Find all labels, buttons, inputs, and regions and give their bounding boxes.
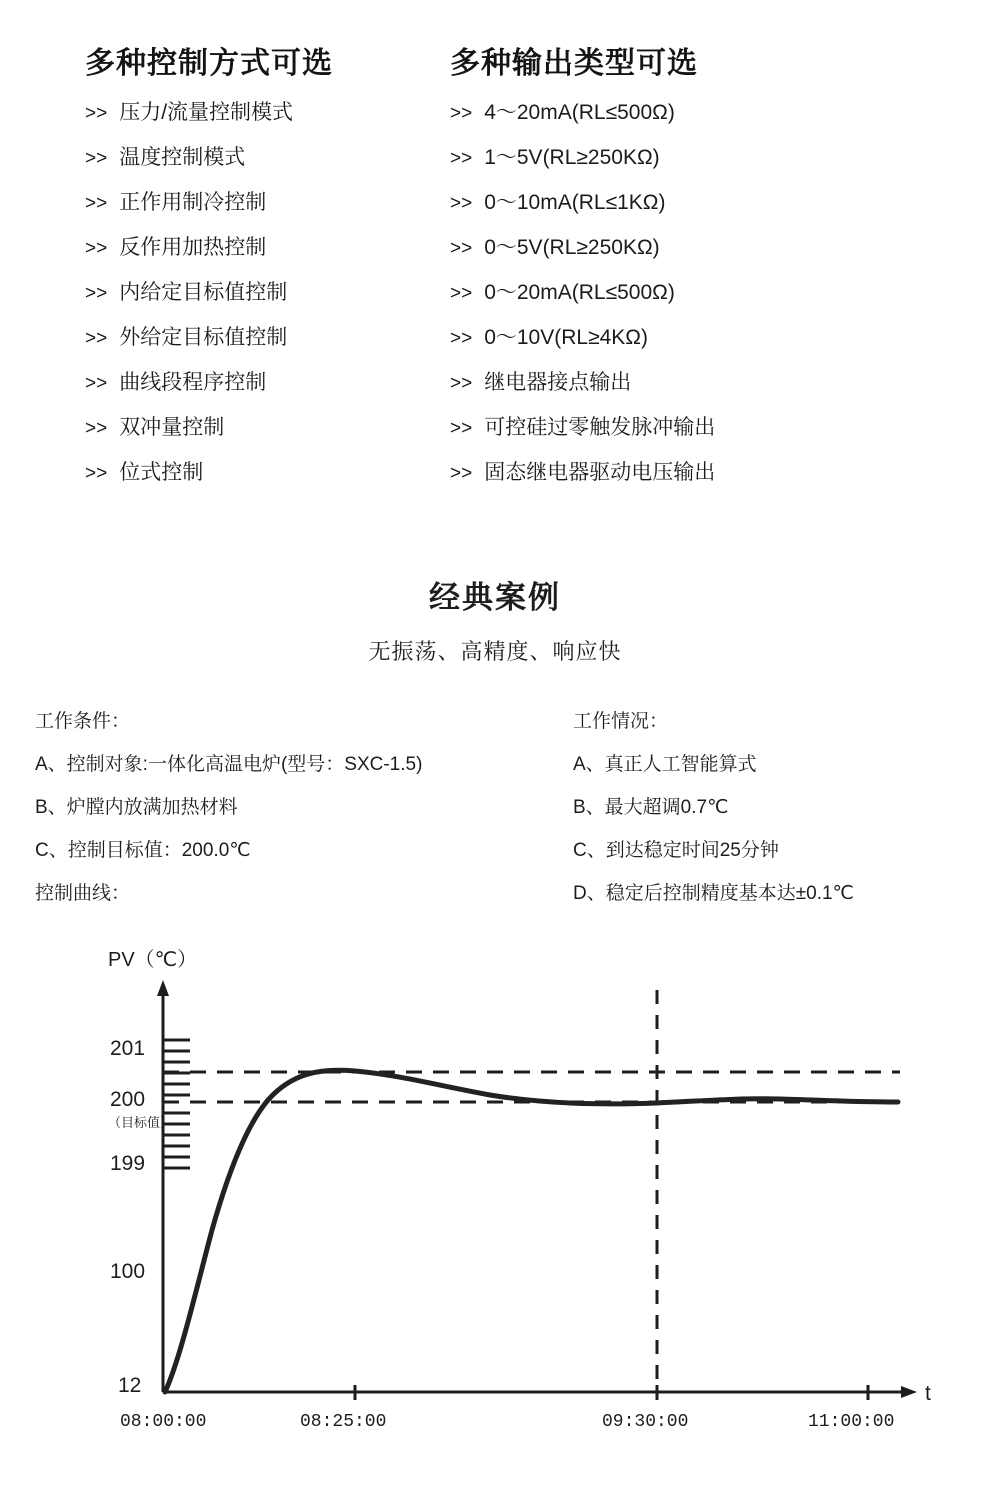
list-item-label: 温度控制模式: [119, 146, 246, 169]
conditions-heading: 工作条件：: [35, 711, 131, 732]
list-item-label: 外给定目标值控制: [119, 326, 288, 349]
status-heading: 工作情况：: [573, 711, 669, 732]
page-subtitle: 无振荡、高精度、响应快: [368, 639, 622, 664]
bullet-icon: >>: [450, 238, 473, 259]
bullet-icon: >>: [450, 373, 473, 394]
list-item: [450, 462, 990, 483]
list-item-label: 0～20mA(RL≤500Ω): [484, 281, 675, 304]
list-item-label: 继电器接点输出: [484, 371, 632, 394]
bullet-icon: >>: [450, 283, 473, 304]
list-item: [450, 327, 990, 348]
feature-column-title: 多种输出类型可选: [450, 47, 698, 80]
list-item: [85, 102, 430, 123]
status-line: A、真正人工智能算式: [573, 753, 757, 775]
curve-caption: 控制曲线：: [35, 882, 131, 904]
list-item: [450, 102, 990, 123]
bullet-icon: >>: [85, 148, 108, 169]
working-conditions-column: [0, 712, 540, 926]
list-item-label: 1～5V(RL≥250KΩ): [484, 146, 660, 169]
list-item: [85, 417, 430, 438]
list-item-label: 0～10V(RL≥4KΩ): [484, 326, 648, 349]
list-item-label: 压力/流量控制模式: [119, 101, 294, 124]
bullet-icon: >>: [450, 463, 473, 484]
list-item-label: 双冲量控制: [119, 416, 225, 439]
list-item: [450, 417, 990, 438]
list-item-label: 正作用制冷控制: [119, 191, 267, 214]
list-item: [85, 282, 430, 303]
list-item: [85, 147, 430, 168]
list-item-label: 4～20mA(RL≤500Ω): [484, 101, 675, 124]
bullet-icon: >>: [450, 418, 473, 439]
bullet-icon: >>: [85, 238, 108, 259]
status-line: D、稳定后控制精度基本达±0.1℃: [573, 882, 854, 904]
bullet-icon: >>: [85, 373, 108, 394]
y-tick-sublabel: （目标值）: [108, 1115, 174, 1130]
bullet-icon: >>: [85, 328, 108, 349]
list-item-label: 固态继电器驱动电压输出: [484, 461, 716, 484]
status-line: B、最大超调0.7℃: [573, 796, 729, 818]
list-item: [450, 282, 990, 303]
list-item: [85, 462, 430, 483]
list-item-label: 位式控制: [119, 461, 204, 484]
x-tick-label: 08:00:00: [120, 1412, 207, 1432]
bullet-icon: >>: [450, 103, 473, 124]
pv-curve: [165, 1070, 898, 1392]
list-item-label: 曲线段程序控制: [119, 371, 267, 394]
bullet-icon: >>: [450, 193, 473, 214]
feature-column-output-types: [430, 38, 990, 507]
list-item: [450, 237, 990, 258]
feature-column-title: 多种控制方式可选: [85, 47, 333, 80]
y-tick-label: 200: [110, 1088, 146, 1111]
x-tick-label: 08:25:00: [300, 1412, 387, 1432]
y-tick-label: 12: [118, 1374, 142, 1397]
status-line: C、到达稳定时间25分钟: [573, 839, 779, 861]
feature-column-control-modes: [0, 38, 430, 507]
x-axis-label: t: [925, 1382, 931, 1405]
y-tick-label: 100: [110, 1260, 146, 1283]
axes: [157, 980, 931, 1405]
y-axis-scale-hatches: [163, 1040, 190, 1168]
bullet-icon: >>: [450, 148, 473, 169]
list-item-label: 0～5V(RL≥250KΩ): [484, 236, 660, 259]
working-status-column: [540, 712, 990, 926]
x-tick-label: 11:00:00: [808, 1412, 895, 1432]
bullet-icon: >>: [85, 103, 108, 124]
x-tick-labels: [120, 1412, 894, 1432]
y-tick-label: 199: [110, 1152, 146, 1175]
control-curve-chart: [0, 930, 990, 1450]
list-item: [85, 327, 430, 348]
x-tick-label: 09:30:00: [602, 1412, 689, 1432]
conditions-line: B、炉膛内放满加热材料: [35, 796, 238, 818]
conditions-section: [0, 712, 990, 926]
list-item: [450, 147, 990, 168]
conditions-line: A、控制对象:一体化高温电炉(型号：SXC-1.5): [35, 753, 423, 775]
list-item-label: 0～10mA(RL≤1KΩ): [484, 191, 666, 214]
bullet-icon: >>: [85, 463, 108, 484]
bullet-icon: >>: [85, 283, 108, 304]
bullet-icon: >>: [450, 328, 473, 349]
bullet-icon: >>: [85, 418, 108, 439]
feature-list: [85, 102, 430, 483]
y-axis-label: PV（℃）: [108, 949, 198, 971]
conditions-line: C、控制目标值：200.0℃: [35, 839, 251, 861]
list-item-label: 反作用加热控制: [119, 236, 267, 259]
list-item: [85, 192, 430, 213]
list-item-label: 内给定目标值控制: [119, 281, 288, 304]
bullet-icon: >>: [85, 193, 108, 214]
list-item: [85, 237, 430, 258]
list-item: [450, 372, 990, 393]
feature-list: [450, 102, 990, 483]
list-item: [450, 192, 990, 213]
case-heading-block: [0, 572, 990, 666]
y-tick-label: 201: [110, 1037, 146, 1060]
page-title: 经典案例: [429, 580, 561, 615]
list-item: [85, 372, 430, 393]
features-section: [0, 38, 990, 507]
list-item-label: 可控硅过零触发脉冲输出: [484, 416, 716, 439]
